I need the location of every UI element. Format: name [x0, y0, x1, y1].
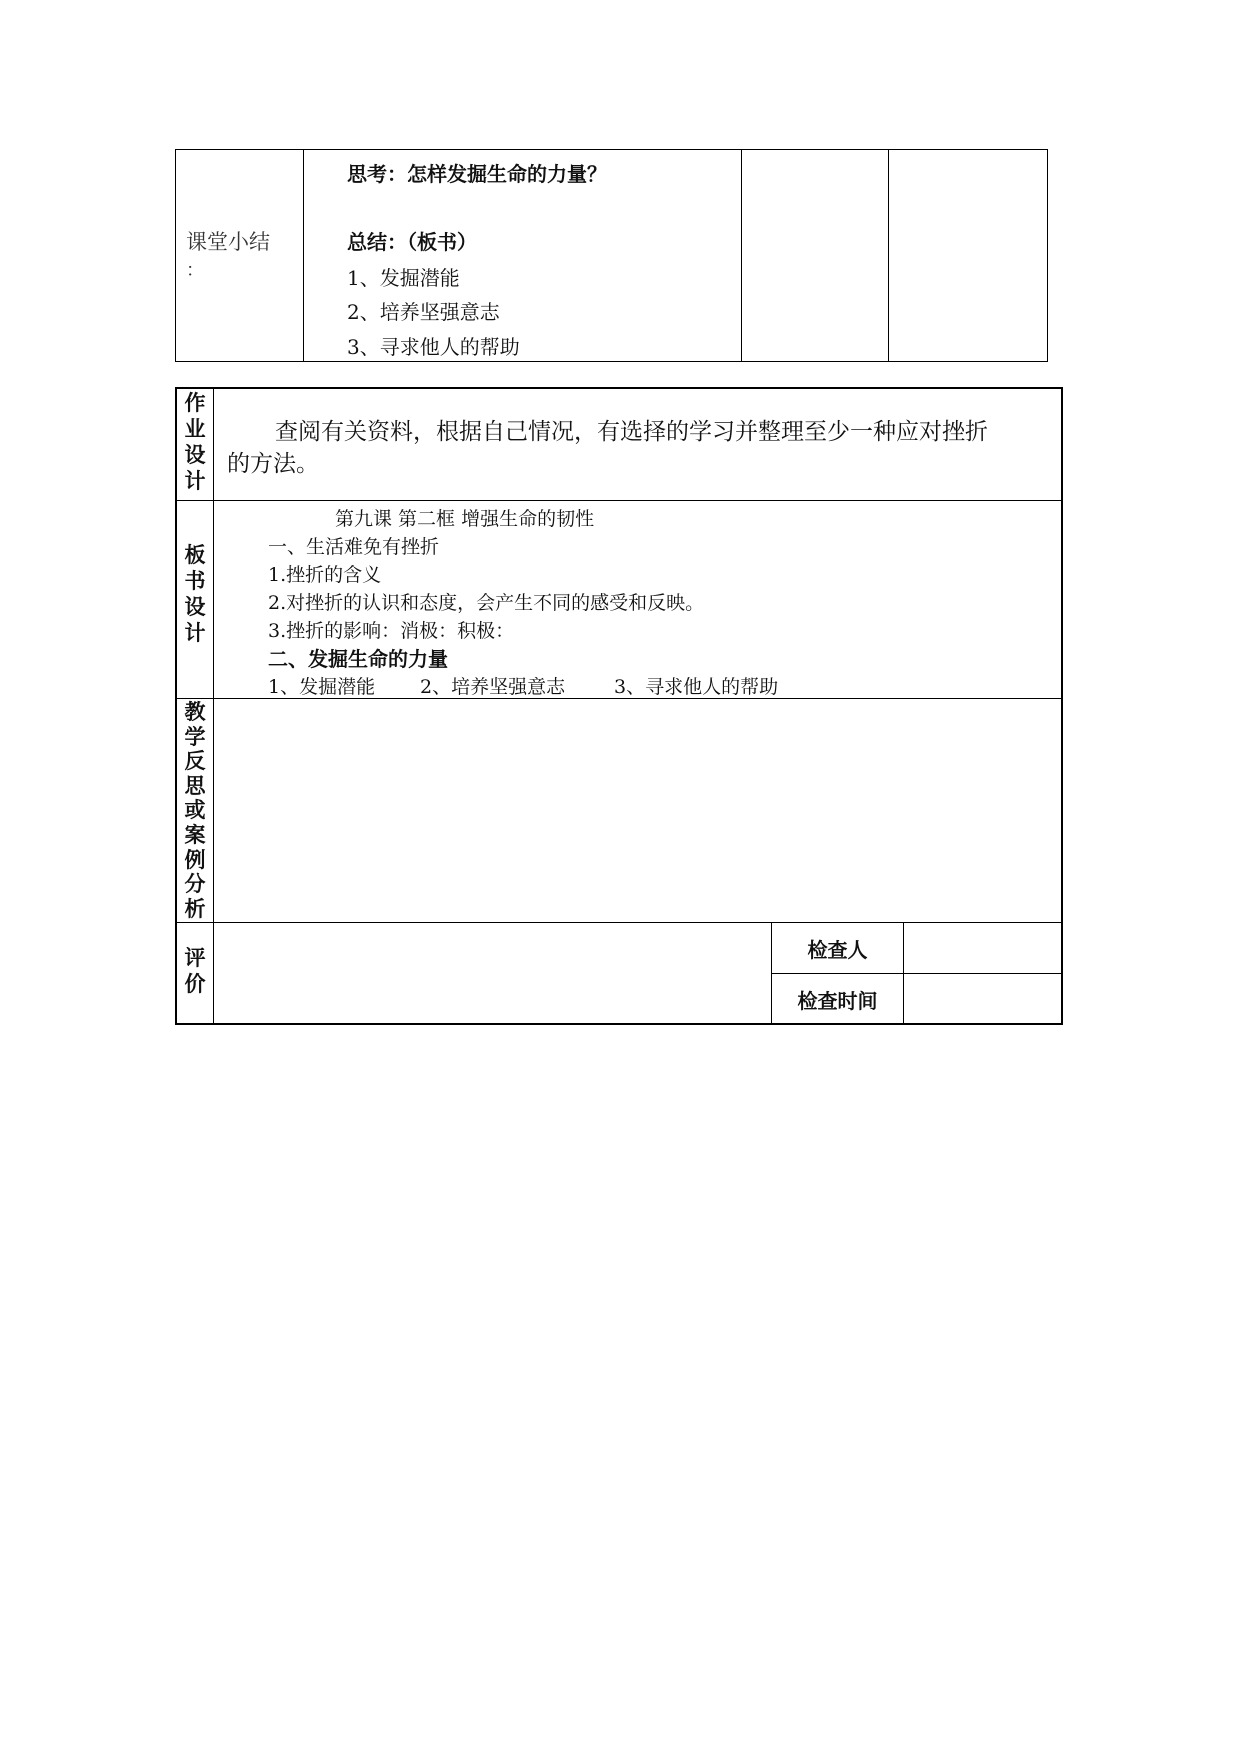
homework-text-line2: 的方法。: [227, 451, 319, 477]
board-section-2: 二、发掘生命的力量: [268, 647, 448, 671]
think-question: 思考：怎样发掘生命的力量？: [347, 162, 607, 186]
summary-item: 3、寻求他人的帮助: [347, 335, 520, 359]
summary-item: 2、培养坚强意志: [347, 300, 500, 324]
board-point-2: 2.对挫折的认识和态度，会产生不同的感受和反映。: [268, 592, 705, 614]
check-time-value-field[interactable]: [905, 975, 1060, 1022]
summary-conclusion: 总结：（板书）: [347, 230, 477, 254]
board-point-3: 3.挫折的影响：消极：积极：: [268, 620, 515, 642]
summary-label: 课堂小结: [186, 230, 270, 254]
reflection-label: 教 学 反 思 或 案 例 分 析: [184, 700, 206, 921]
checker-value-field[interactable]: [905, 924, 1060, 972]
homework-label: 作 业 设 计: [184, 391, 206, 493]
checker-label: 检查人: [807, 938, 868, 962]
check-time-label: 检查时间: [797, 989, 878, 1013]
evaluation-label: 评 价: [184, 946, 206, 996]
board-sub-2: 2、培养坚强意志: [420, 676, 566, 698]
summary-item: 1、发掘潜能: [347, 266, 460, 290]
board-section-1: 一、生活难免有挫折: [268, 536, 440, 558]
board-sub-1: 1、发掘潜能: [268, 676, 376, 698]
board-title: 第九课 第二框 增强生命的韧性: [335, 508, 595, 530]
board-label: 板 书 设 计: [184, 543, 206, 645]
summary-label-colon: ：: [186, 260, 204, 281]
homework-text-line1: 查阅有关资料，根据自己情况，有选择的学习并整理至少一种应对挫折: [275, 419, 988, 445]
board-point-1: 1.挫折的含义: [268, 564, 382, 586]
board-sub-3: 3、寻求他人的帮助: [614, 676, 779, 698]
